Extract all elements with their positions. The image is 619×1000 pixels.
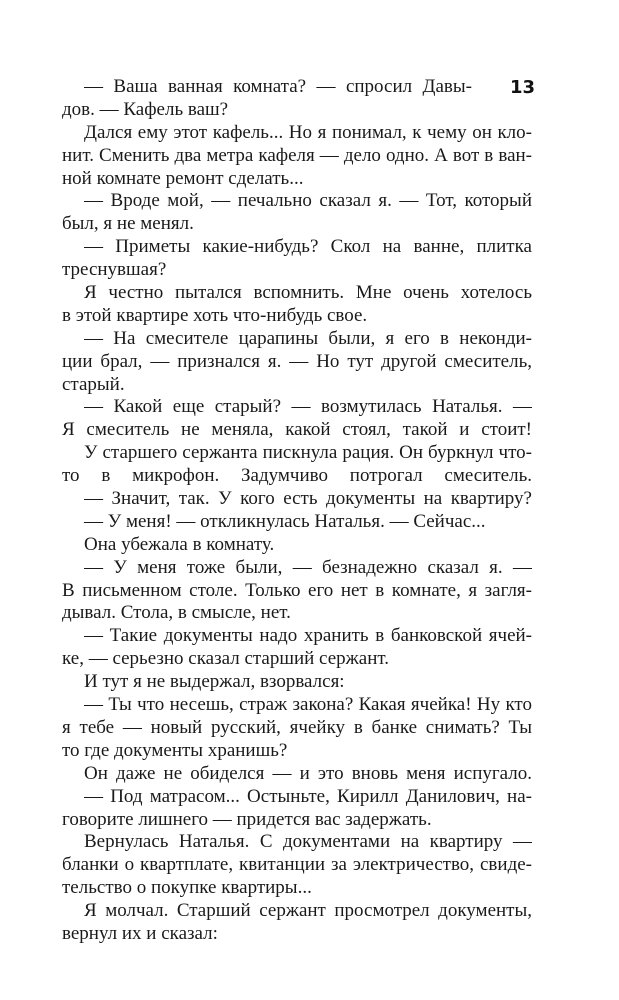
text-line: — У меня тоже были, — безнадежно сказал я. — bbox=[84, 556, 532, 578]
text-line: дов. — Кафель ваш? bbox=[62, 98, 229, 120]
text-line: Я смеситель не меняла, какой стоял, такой и стоит! bbox=[62, 419, 532, 441]
text-line: старый. bbox=[62, 373, 125, 395]
text-line: — Ты что несешь, страж закона? Какая ячейка! Ну кто bbox=[84, 694, 532, 716]
text-line: бланки о квартплате, квитанции за электричество, свиде- bbox=[62, 854, 532, 876]
text-line: Вернулась Наталья. С документами на квартиру — bbox=[84, 831, 532, 853]
text-line: — Приметы какие-нибудь? Скол на ванне, плитка bbox=[84, 236, 532, 258]
text-line: был, я не менял. bbox=[62, 213, 194, 235]
text-line: в этой квартире хоть что-нибудь свое. bbox=[62, 304, 368, 326]
text-line: — Под матрасом... Остыньте, Кирилл Данилович, на- bbox=[84, 785, 532, 807]
text-line: Дался ему этот кафель... Но я понимал, к чему он кло- bbox=[84, 121, 532, 143]
text-line: У старшего сержанта пискнула рация. Он буркнул что- bbox=[84, 442, 532, 464]
text-line: то в микрофон. Задумчиво потрогал смеситель. bbox=[62, 465, 532, 487]
text-line: — Ваша ванная комната? — спросил Давы- bbox=[84, 76, 472, 97]
text-line: — На смесителе царапины были, я его в неконди- bbox=[84, 327, 532, 349]
body-text bbox=[62, 76, 532, 946]
text-line: нит. Сменить два метра кафеля — дело одно. А вот в ван- bbox=[62, 144, 532, 166]
text-line: Я честно пытался вспомнить. Мне очень хотелось bbox=[84, 282, 532, 304]
text-line: Он даже не обиделся — и это вновь меня испугало. bbox=[84, 762, 532, 784]
text-line: — Такие документы надо хранить в банковской ячей- bbox=[84, 625, 532, 647]
text-line: Я молчал. Старший сержант просмотрел документы, bbox=[84, 900, 532, 922]
text-line: И тут я не выдержал, взорвался: bbox=[84, 671, 345, 693]
text-line: Она убежала в комнату. bbox=[84, 533, 275, 555]
text-line: — Значит, так. У кого есть документы на квартиру? bbox=[84, 488, 532, 510]
text-line: — У меня! — откликнулась Наталья. — Сейчас... bbox=[84, 510, 486, 532]
text-line: ной комнате ремонт сделать... bbox=[62, 167, 304, 189]
text-line: то где документы хранишь? bbox=[62, 739, 288, 761]
page-number: 13 bbox=[510, 77, 536, 98]
text-line: В письменном столе. Только его нет в комнате, я загля- bbox=[62, 579, 532, 601]
text-line: ции брал, — признался я. — Но тут другой смеситель, bbox=[62, 350, 532, 372]
text-line: ке, — серьезно сказал старший сержант. bbox=[62, 648, 390, 670]
text-line: — Вроде мой, — печально сказал я. — Тот, который bbox=[84, 190, 532, 212]
text-line: вернул их и сказал: bbox=[62, 922, 218, 944]
text-line: тельство о покупке квартиры... bbox=[62, 877, 312, 899]
text-line: — Какой еще старый? — возмутилась Наталья. — bbox=[84, 396, 532, 418]
text-line: дывал. Стола, в смысле, нет. bbox=[62, 602, 291, 624]
text-line: говорите лишнего — придется вас задержать. bbox=[62, 808, 432, 830]
text-line: я тебе — новый русский, ячейку в банке снимать? Ты bbox=[62, 716, 532, 738]
text-line: треснувшая? bbox=[62, 259, 167, 281]
